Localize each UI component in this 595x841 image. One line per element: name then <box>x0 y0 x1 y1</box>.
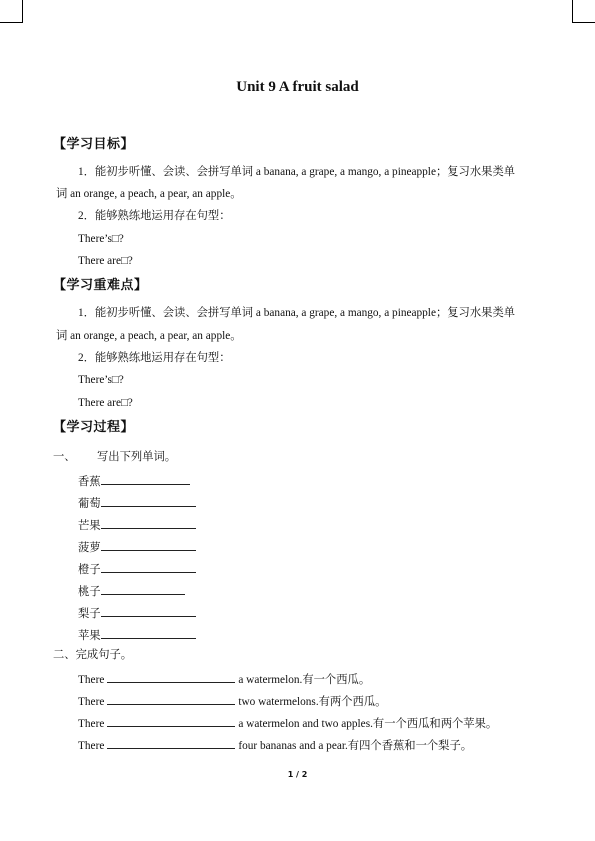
sentence-end: a watermelon and two apples.有一个西瓜和两个苹果。 <box>238 718 498 730</box>
word-item <box>78 604 196 621</box>
sentence-end: two watermelons.有两个西瓜。 <box>238 696 387 708</box>
word-item <box>78 582 185 599</box>
answer-blank[interactable] <box>101 494 196 507</box>
crop-mark-top-right <box>572 0 595 23</box>
answer-blank[interactable] <box>107 714 235 727</box>
objectives-heading: 【学习目标】 <box>53 137 135 152</box>
sentence-start: There <box>78 740 105 752</box>
objectives-pattern-1: There’s□? <box>78 233 124 245</box>
answer-blank[interactable] <box>101 582 185 595</box>
key-points-item-1-line-1: 1．能初步听懂、会读、会拼写单词 a banana, a grape, a mango, a pineapple；复习水果类单 <box>78 307 516 319</box>
part-1-instruction: 写出下列单词。 <box>97 451 177 463</box>
answer-blank[interactable] <box>101 560 196 573</box>
sentence-item <box>78 692 386 709</box>
key-points-pattern-1: There’s□? <box>78 374 124 386</box>
answer-blank[interactable] <box>101 626 196 639</box>
objectives-pattern-2: There are□? <box>78 255 133 267</box>
objectives-item-2: 2．能够熟练地运用存在句型： <box>78 210 231 222</box>
key-points-heading: 【学习重难点】 <box>53 278 148 293</box>
answer-blank[interactable] <box>107 692 235 705</box>
word-label: 苹果 <box>78 630 101 642</box>
word-item <box>78 538 196 555</box>
answer-blank[interactable] <box>101 516 196 529</box>
page-title: Unit 9 A fruit salad <box>236 79 359 95</box>
word-item <box>78 494 196 511</box>
key-points-pattern-2: There are□? <box>78 397 133 409</box>
answer-blank[interactable] <box>107 670 235 683</box>
answer-blank[interactable] <box>101 604 196 617</box>
answer-blank[interactable] <box>107 736 235 749</box>
word-label: 橙子 <box>78 564 101 576</box>
part-2-instruction: 二、完成句子。 <box>53 649 133 661</box>
word-label: 梨子 <box>78 608 101 620</box>
crop-mark-top-left <box>0 0 23 23</box>
process-heading: 【学习过程】 <box>53 420 135 435</box>
word-item <box>78 560 196 577</box>
sentence-end: a watermelon.有一个西瓜。 <box>238 674 371 686</box>
sentence-item <box>78 670 370 687</box>
objectives-item-1-line-2: 词 an orange, a peach, a pear, an apple。 <box>56 188 242 200</box>
objectives-item-1-line-1: 1．能初步听懂、会读、会拼写单词 a banana, a grape, a mango, a pineapple；复习水果类单 <box>78 166 516 178</box>
answer-blank[interactable] <box>101 538 196 551</box>
word-label: 芒果 <box>78 520 101 532</box>
word-label: 香蕉 <box>78 476 101 488</box>
sentence-start: There <box>78 718 105 730</box>
word-item <box>78 516 196 533</box>
word-item <box>78 626 196 643</box>
word-item <box>78 472 190 489</box>
word-label: 菠萝 <box>78 542 101 554</box>
sentence-start: There <box>78 674 105 686</box>
sentence-item <box>78 736 472 753</box>
sentence-end: four bananas and a pear.有四个香蕉和一个梨子。 <box>238 740 473 752</box>
sentence-item <box>78 714 497 731</box>
part-1-number: 一、 <box>53 451 76 463</box>
word-label: 桃子 <box>78 586 101 598</box>
answer-blank[interactable] <box>101 472 190 485</box>
page-number: 1 / 2 <box>287 770 308 779</box>
key-points-item-1-line-2: 词 an orange, a peach, a pear, an apple。 <box>56 330 242 342</box>
key-points-item-2: 2．能够熟练地运用存在句型： <box>78 352 231 364</box>
word-label: 葡萄 <box>78 498 101 510</box>
sentence-start: There <box>78 696 105 708</box>
